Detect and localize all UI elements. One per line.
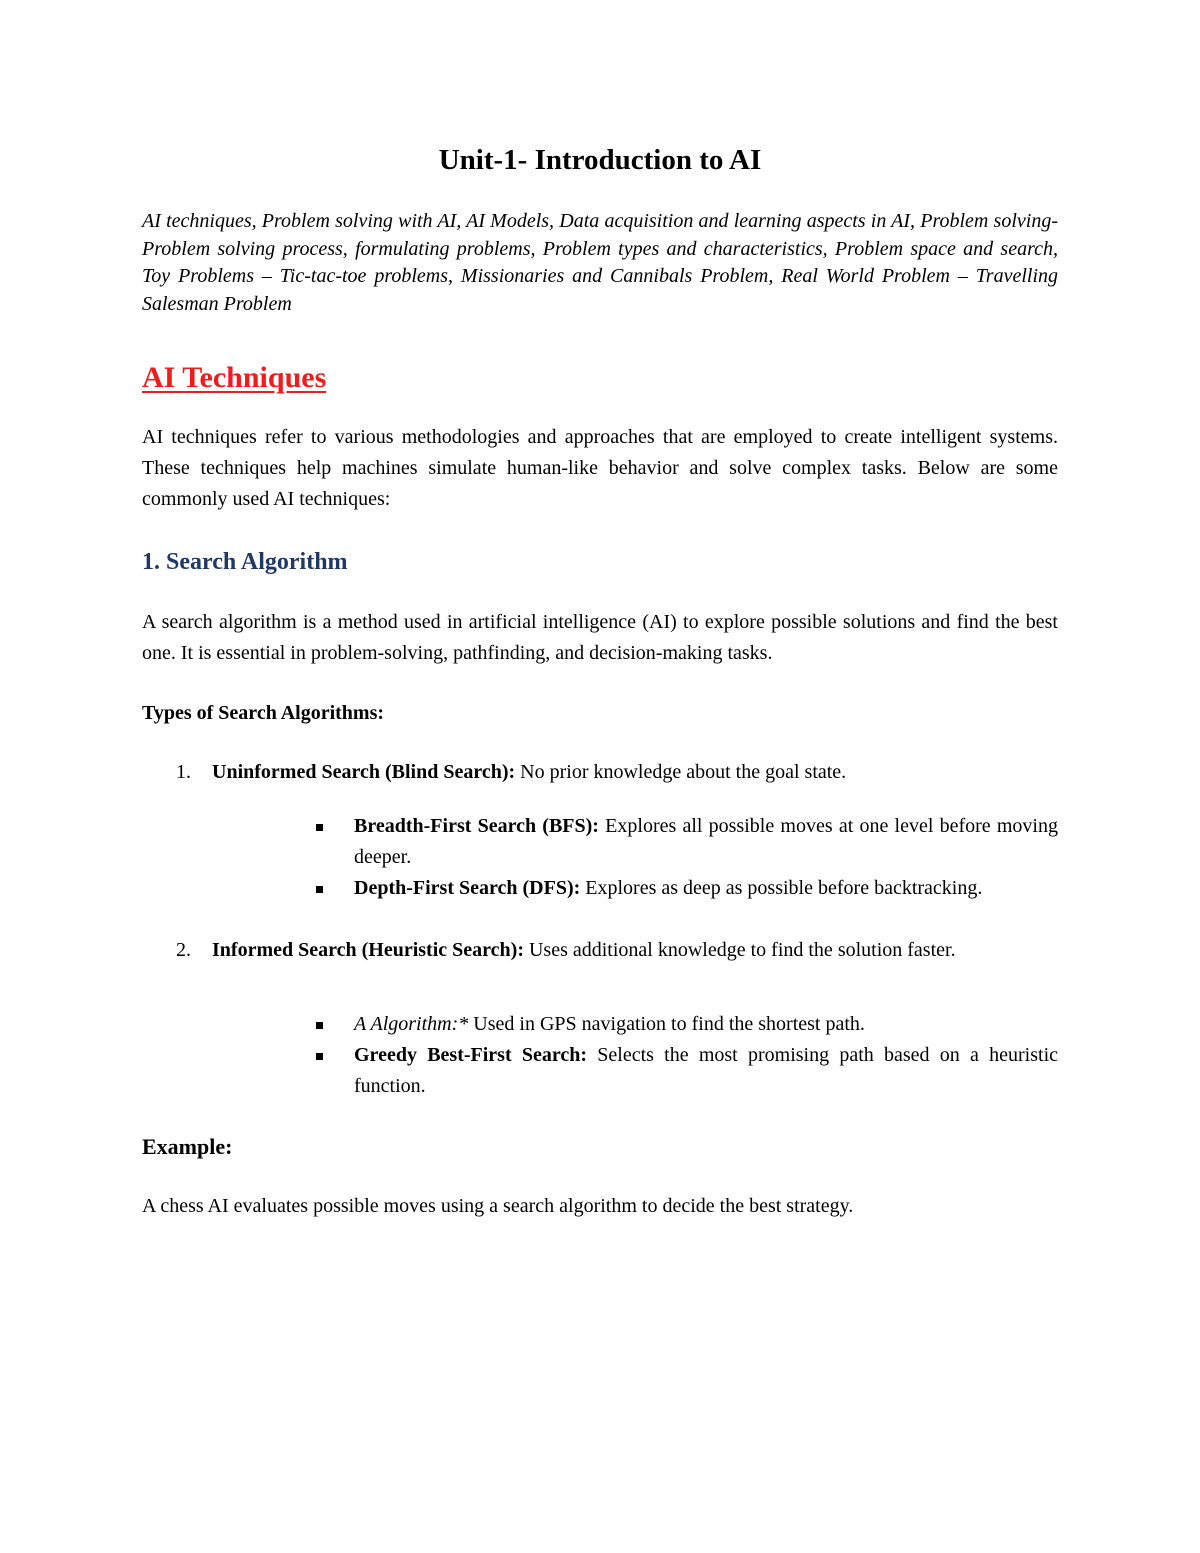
subsection-heading: 1. Search Algorithm [142,549,348,575]
list-desc: No prior knowledge about the goal state. [515,761,847,783]
page-title: Unit-1- Introduction to AI [438,144,762,176]
square-bullet-icon [316,886,323,893]
bullet-term: A Algorithm:* [354,1013,469,1035]
syllabus-topics: AI techniques, Problem solving with AI, AI Models, Data acquisition and learning aspects in AI, Problem solving- Problem solving process, formulating problems, Problem types and characteristics, Problem space and search, Toy Problems – Tic-tac-toe problems, Missionaries and Cannibals Problem, Real World Problem – Travelling Salesman Problem [142,210,1058,315]
bullet-term: Depth-First Search (DFS): [354,877,581,899]
square-bullet-icon [316,1022,323,1029]
bullet-term: Greedy Best-First Search: [354,1044,588,1066]
bullet-term: Breadth-First Search (BFS): [354,815,599,837]
example-heading: Example: [142,1134,233,1159]
list-desc: Uses additional knowledge to find the solution faster. [523,939,956,961]
list-term: Uninformed Search (Blind Search): [212,761,516,783]
types-heading: Types of Search Algorithms: [142,702,385,724]
search-paragraph: A search algorithm is a method used in artificial intelligence (AI) to explore possible solutions and find the best one. It is essential in problem-solving, pathfinding, and decision-making tasks. [142,611,1058,664]
example-text: A chess AI evaluates possible moves using a search algorithm to decide the best strategy. [142,1195,854,1217]
intro-paragraph: AI techniques refer to various methodologies and approaches that are employed to create intelligent systems. These techniques help machines simulate human-like behavior and solve complex tasks. Below are some commonly used AI techniques: [142,426,1058,510]
bullet-desc: Explores all possible moves at one level before moving deeper. [354,815,1058,868]
list-number: 2. [176,939,191,961]
bullet-desc: Selects the most promising path based on a heuristic function. [354,1044,1059,1097]
list-number: 1. [176,761,191,783]
bullet-desc: Explores as deep as possible before backtracking. [580,877,983,899]
bullet-desc: Used in GPS navigation to find the shortest path. [468,1013,865,1035]
section-heading: AI Techniques [142,361,327,394]
list-term: Informed Search (Heuristic Search): [212,939,524,961]
square-bullet-icon [316,1053,323,1060]
square-bullet-icon [316,824,323,831]
